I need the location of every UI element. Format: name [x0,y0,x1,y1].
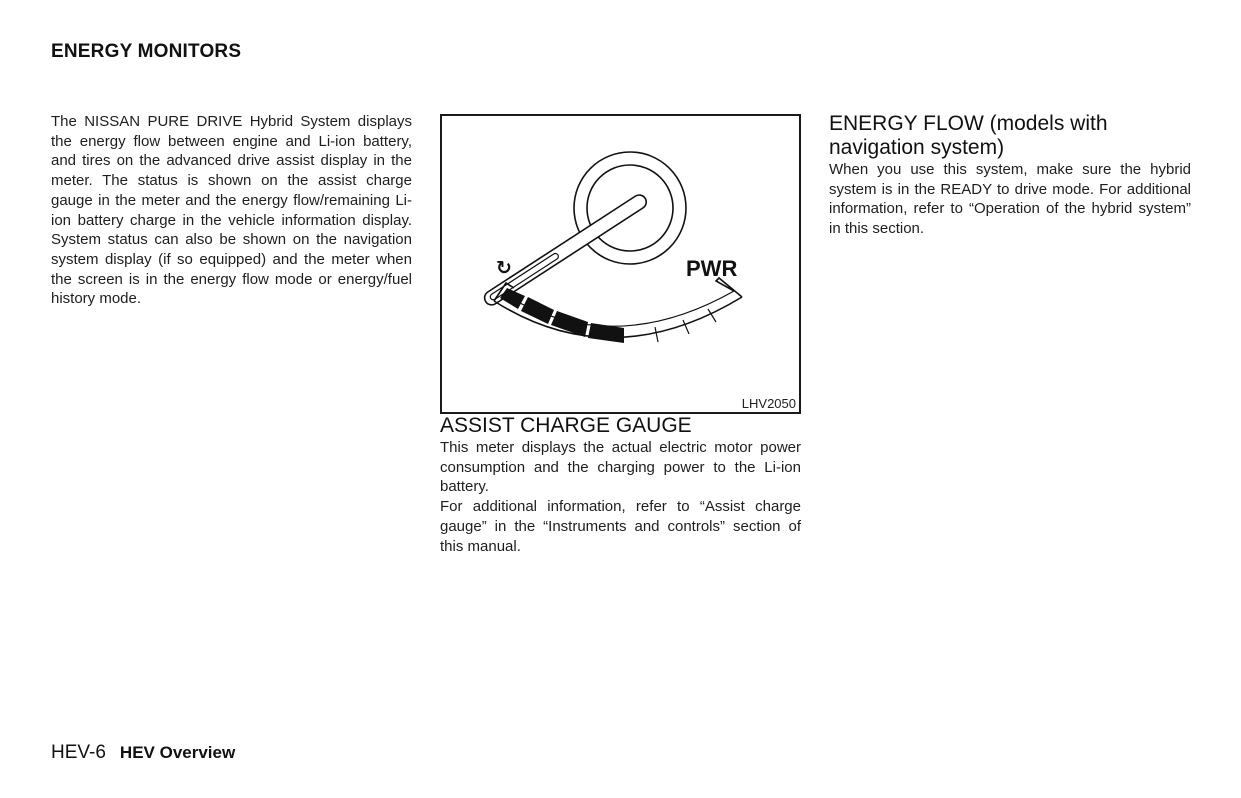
left-column [51,112,412,309]
intro-paragraph: The NISSAN PURE DRIVE Hybrid System displays the energy flow between engine and Li-ion battery, and tires on the advanced drive assist display in the meter. The status is shown on the assist charge gauge in the meter and the energy flow/remaining Li-ion battery charge in the vehicle information display. System status can also be shown on the navigation system display (if so equipped) and the meter when the screen is in the energy flow mode or energy/fuel history mode. [51,113,412,308]
energy-flow-paragraph: When you use this system, make sure the hybrid system is in the READY to drive mode. For additional information, refer to “Operation of the hybrid system” in this section. [829,161,1191,238]
page-footer [51,742,235,764]
right-column [829,112,1191,239]
assist-paragraph-1: This meter displays the actual electric motor power consumption and the charging power to the Li-ion battery. [440,439,801,496]
energy-flow-title: ENERGY FLOW (models with navigation system) [829,112,1108,159]
section-title: ENERGY MONITORS [51,41,242,62]
assist-charge-gauge-figure [440,114,801,414]
assist-charge-gauge-title: ASSIST CHARGE GAUGE [440,414,692,437]
figure-code: LHV2050 [741,396,796,411]
gauge-segment-filled [521,297,554,324]
chapter-name: HEV Overview [119,743,236,762]
gauge-illustration [442,116,799,412]
charge-regen-icon: ↻ [496,257,512,279]
page-number: HEV-6 [51,742,106,763]
assist-paragraph-2: For additional information, refer to “Assist charge gauge” in the “Instruments and controls” section of this manual. [440,498,801,555]
pwr-label: PWR [686,256,738,281]
middle-column [440,114,801,556]
